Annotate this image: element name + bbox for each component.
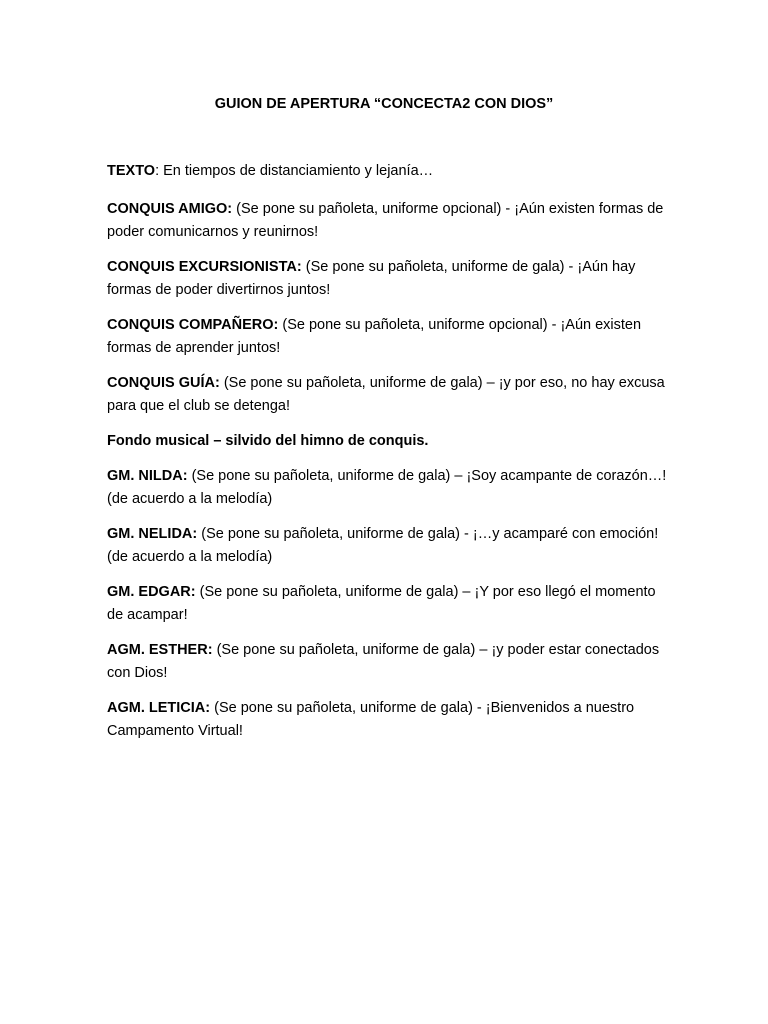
paragraph-conquis-excursionista [107, 256, 667, 302]
paragraph-text: (Se pone su pañoleta, uniforme de gala) – ¡y poder estar conectados con Dios! [107, 642, 660, 681]
speaker-label: TEXTO [107, 163, 156, 179]
speaker-label: GM. EDGAR: [107, 584, 196, 600]
speaker-label: AGM. LETICIA: [107, 700, 211, 716]
paragraph-text: (Se pone su pañoleta, uniforme de gala) – ¡Y por eso llegó el momento de acampar! [107, 584, 656, 623]
paragraph-text: (Se pone su pañoleta, uniforme de gala) – ¡Soy acampante de corazón…! (de acuerdo a la melodía) [107, 468, 667, 507]
speaker-separator: : [155, 163, 164, 179]
stage-direction: Fondo musical – silvido del himno de conquis. [107, 433, 429, 449]
speaker-label: GM. NILDA: [107, 468, 188, 484]
paragraph-gm-nelida [107, 523, 667, 569]
speaker-label: CONQUIS AMIGO: [107, 201, 233, 217]
paragraph-gm-edgar [107, 581, 667, 627]
paragraph-text: (Se pone su pañoleta, uniforme de gala) - ¡Bienvenidos a nuestro Campamento Virtual! [107, 700, 635, 739]
speaker-label: CONQUIS EXCURSIONISTA: [107, 259, 302, 275]
paragraph-conquis-companero [107, 314, 667, 360]
paragraph-text: En tiempos de distanciamiento y lejanía… [163, 163, 434, 179]
paragraph-text: (Se pone su pañoleta, uniforme de gala) - ¡Aún hay formas de poder divertirnos juntos! [107, 259, 636, 298]
paragraph-fondo-musical [107, 430, 667, 453]
paragraph-text: (Se pone su pañoleta, uniforme de gala) - ¡…y acamparé con emoción! (de acuerdo a la melodía) [107, 526, 659, 565]
paragraph-text: (Se pone su pañoleta, uniforme opcional) - ¡Aún existen formas de aprender juntos! [107, 317, 642, 356]
speaker-label: CONQUIS GUÍA: [107, 375, 220, 391]
paragraph-gm-nilda [107, 465, 667, 511]
paragraph-text: (Se pone su pañoleta, uniforme opcional) - ¡Aún existen formas de poder comunicarnos y reunirnos! [107, 201, 664, 240]
paragraph-text: (Se pone su pañoleta, uniforme de gala) – ¡y por eso, no hay excusa para que el club se detenga! [107, 375, 665, 414]
paragraph-agm-esther [107, 639, 667, 685]
speaker-label: AGM. ESTHER: [107, 642, 213, 658]
paragraph-conquis-amigo [107, 198, 667, 244]
speaker-label: GM. NELIDA: [107, 526, 198, 542]
paragraph-agm-leticia [107, 697, 667, 743]
paragraph-conquis-guia [107, 372, 667, 418]
paragraph-texto [107, 160, 667, 183]
script-body [107, 160, 667, 755]
document-title: GUION DE APERTURA “CONCECTA2 CON DIOS” [214, 96, 554, 112]
speaker-label: CONQUIS COMPAÑERO: [107, 317, 279, 333]
